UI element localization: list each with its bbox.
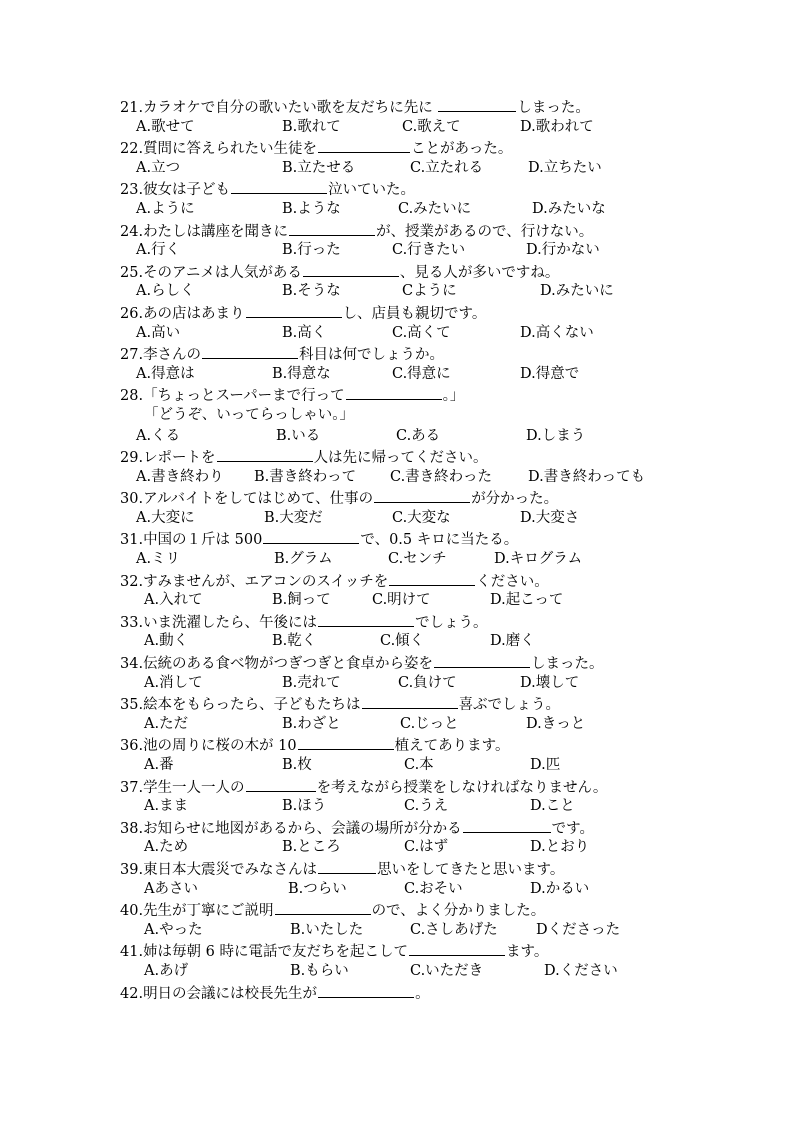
answer-option-a[interactable]: A.まま — [144, 798, 189, 815]
question-stem — [120, 694, 560, 714]
question-number: 25. — [120, 264, 144, 281]
question-row — [0, 982, 794, 1003]
answer-option-c[interactable]: C.いただき — [410, 962, 484, 979]
question-dialogue-line — [0, 405, 794, 426]
answer-blank[interactable] — [303, 262, 399, 277]
question-stem — [120, 179, 415, 199]
question-row — [0, 178, 794, 199]
answer-option-a[interactable]: A.ように — [136, 200, 195, 217]
question-stem — [120, 612, 488, 632]
answer-option-b[interactable]: B.立たせる — [282, 159, 356, 176]
options-row — [0, 426, 794, 447]
question-text-after: 泣いていた。 — [328, 182, 416, 199]
question-number: 33. — [120, 614, 144, 631]
question-stem — [120, 818, 594, 838]
question-text-before: 「ちょっとスーパーまで行って — [143, 388, 345, 405]
answer-option-b[interactable]: B.得意な — [272, 365, 331, 382]
question-text-before: 学生一人一人の — [143, 779, 245, 796]
question-row — [0, 611, 794, 632]
question-text-after: ください。 — [476, 573, 549, 590]
answer-option-d[interactable]: D.こと — [530, 798, 575, 815]
question-text-before: レポートを — [143, 450, 216, 467]
answer-option-b[interactable]: B.乾く — [272, 633, 317, 650]
question-text-after: でしょう。 — [415, 614, 488, 631]
answer-option-b[interactable]: B.書き終わって — [254, 468, 357, 485]
question-text-before: 彼女は子ども — [143, 182, 231, 199]
question-text-before: 伝統のある食べ物がつぎつぎと食卓から姿を — [143, 656, 434, 673]
question-stem — [120, 385, 464, 405]
answer-option-d[interactable]: D.立ちたい — [528, 159, 602, 176]
question-row — [0, 487, 794, 508]
question-text-before: 李さんの — [143, 347, 202, 364]
answer-option-a[interactable]: A.得意は — [136, 365, 195, 382]
answer-blank[interactable] — [263, 529, 359, 544]
question-row — [0, 858, 794, 879]
question-text-before: 絵本をもらったら、子どもたちは — [143, 697, 361, 714]
answer-option-a[interactable]: A.書き終わり — [136, 468, 224, 485]
options-row — [0, 240, 794, 261]
question-stem — [120, 488, 558, 508]
answer-option-d[interactable]: D.歌われて — [520, 118, 594, 135]
answer-option-a[interactable]: A.あげ — [144, 962, 189, 979]
answer-blank[interactable] — [202, 344, 298, 359]
question-stem — [120, 735, 509, 755]
answer-blank[interactable] — [346, 385, 442, 400]
question-stem — [120, 571, 549, 591]
question-number: 23. — [120, 182, 144, 199]
answer-option-d[interactable]: D.キログラム — [494, 551, 583, 568]
answer-option-d[interactable]: D.磨く — [490, 633, 535, 650]
answer-option-c[interactable]: C.傾く — [380, 633, 425, 650]
question-text-before: あの店はあまり — [143, 305, 245, 322]
question-number: 28. — [120, 388, 144, 405]
question-number: 21. — [120, 100, 144, 116]
answer-option-b[interactable]: B.グラム — [274, 551, 333, 568]
answer-option-b[interactable]: B.大変だ — [264, 509, 323, 526]
question-text-before: お知らせに地図があるから、会議の場所が分かる — [143, 820, 462, 837]
answer-option-b[interactable]: B.いたした — [290, 921, 364, 938]
answer-option-c[interactable]: C.高くて — [392, 324, 451, 341]
question-row — [0, 137, 794, 158]
question-stem — [120, 344, 444, 364]
question-stem — [120, 859, 564, 879]
options-row — [0, 467, 794, 488]
question-number: 24. — [120, 223, 144, 240]
options-row — [0, 920, 794, 941]
question-text-after: で、0.5 キロに当たる。 — [360, 532, 519, 549]
question-stem — [120, 221, 593, 241]
answer-option-b[interactable]: B.飼って — [272, 592, 331, 609]
answer-option-c[interactable]: C.得意に — [392, 365, 451, 382]
question-stem — [120, 941, 548, 961]
question-number: 35. — [120, 697, 144, 714]
question-text-after: 。」 — [442, 388, 465, 405]
answer-option-d[interactable]: D.匹 — [530, 757, 561, 773]
question-stem — [120, 653, 604, 673]
answer-option-c[interactable]: C.書き終わった — [390, 468, 493, 485]
question-text-before: 明日の会議には校長先生が — [143, 985, 318, 1002]
answer-blank[interactable] — [275, 900, 371, 915]
options-row — [0, 961, 794, 982]
answer-option-a[interactable]: A.やった — [144, 921, 203, 938]
question-text-after: を考えながら授業をしなければなりません。 — [316, 779, 608, 796]
answer-option-d[interactable]: D.とおり — [530, 839, 590, 856]
question-stem — [120, 138, 512, 158]
question-stem — [120, 900, 545, 920]
question-text-after: 喜ぶでしょう。 — [458, 697, 561, 714]
question-text-after: が分かった。 — [471, 491, 559, 508]
answer-option-d[interactable]: D.きっと — [526, 715, 586, 732]
answer-option-d[interactable]: D.みたいな — [532, 200, 606, 217]
answer-option-d[interactable]: D.大変さ — [520, 509, 580, 526]
question-stem — [120, 777, 607, 797]
question-number: 40. — [120, 903, 144, 920]
answer-option-b[interactable]: B.高く — [282, 324, 327, 341]
answer-option-b[interactable]: B.わざと — [282, 715, 341, 732]
answer-option-d[interactable]: D.行かない — [526, 242, 600, 259]
answer-blank[interactable] — [318, 983, 414, 998]
answer-option-b[interactable]: B.売れて — [282, 674, 341, 691]
answer-blank[interactable] — [318, 859, 376, 874]
answer-blank[interactable] — [389, 571, 475, 586]
question-row — [0, 899, 794, 920]
answer-option-c[interactable]: C.おそい — [404, 880, 463, 897]
question-row — [0, 652, 794, 673]
question-text-before: 質問に答えられたい生徒を — [143, 141, 318, 158]
question-number: 26. — [120, 305, 144, 322]
question-number: 37. — [120, 779, 144, 796]
question-number: 38. — [120, 820, 144, 837]
question-text-before: 中国の１斤は 500 — [143, 532, 263, 549]
answer-option-b[interactable]: B.枚 — [282, 757, 312, 773]
question-row — [0, 940, 794, 961]
question-number: 36. — [120, 738, 144, 755]
question-number: 42. — [120, 985, 144, 1002]
options-row — [0, 837, 794, 858]
answer-blank[interactable] — [298, 735, 394, 750]
answer-blank[interactable] — [409, 941, 505, 956]
options-row — [0, 755, 794, 776]
answer-option-a[interactable]: A.番 — [144, 757, 174, 773]
answer-option-c[interactable]: C.ある — [396, 427, 441, 444]
answer-option-b[interactable]: B.いる — [276, 427, 321, 444]
question-stem — [120, 262, 559, 282]
answer-option-d[interactable]: D.壊して — [520, 674, 580, 691]
question-row — [0, 220, 794, 241]
answer-blank[interactable] — [289, 221, 375, 236]
question-number: 29. — [120, 450, 144, 467]
answer-option-d[interactable]: Dくださった — [536, 921, 621, 938]
question-text-after: ことがあった。 — [411, 141, 513, 158]
question-text-before: 先生が丁寧にご説明 — [143, 903, 274, 920]
answer-option-a[interactable]: A.動く — [144, 633, 189, 650]
answer-option-a[interactable]: A.行く — [136, 242, 181, 259]
options-row — [0, 714, 794, 735]
question-text-before: わたしは講座を聞きに — [143, 223, 289, 240]
question-number: 39. — [120, 861, 144, 878]
answer-option-c[interactable]: C.立たれる — [410, 159, 484, 176]
answer-option-c[interactable]: C.うえ — [404, 798, 449, 815]
options-row — [0, 796, 794, 817]
answer-blank[interactable] — [374, 488, 470, 503]
question-number: 34. — [120, 656, 144, 673]
question-text-after: 科目は何でしょうか。 — [299, 347, 445, 364]
question-text-after: し、店員も親切です。 — [342, 305, 487, 322]
question-number: 41. — [120, 944, 144, 961]
answer-blank[interactable] — [231, 179, 327, 194]
question-row — [0, 570, 794, 591]
question-text-before: 東日本大震災でみなさんは — [143, 861, 318, 878]
question-text-before: アルバイトをしてはじめて、仕事の — [143, 491, 374, 508]
options-row — [0, 323, 794, 344]
question-stem — [120, 983, 430, 1003]
question-text-after: 人は先に帰ってください。 — [313, 450, 488, 467]
answer-option-c[interactable]: C.はず — [404, 839, 449, 856]
answer-option-c[interactable]: C.じっと — [400, 715, 459, 732]
question-row — [0, 343, 794, 364]
answer-option-c[interactable]: C.大変な — [392, 509, 451, 526]
question-row — [0, 446, 794, 467]
answer-option-c[interactable]: C.行きたい — [392, 242, 466, 259]
options-row — [0, 879, 794, 900]
answer-option-d[interactable]: D.書き終わっても — [528, 468, 646, 485]
answer-option-d[interactable]: D.高くない — [520, 324, 594, 341]
question-text-after: しまった。 — [517, 100, 590, 116]
answer-option-b[interactable]: B.ほう — [282, 798, 327, 815]
question-text-after: が、授業があるので、行けない。 — [376, 223, 594, 240]
answer-option-c[interactable]: C.本 — [404, 757, 434, 773]
dialogue-text: 「どうぞ、いってらっしゃい。」 — [144, 406, 354, 423]
answer-blank[interactable] — [246, 303, 342, 318]
answer-option-c[interactable]: Cように — [402, 283, 457, 300]
question-text-before: そのアニメは人気がある — [143, 264, 302, 281]
question-text-after: 、見る人が多いですね。 — [399, 264, 560, 281]
answer-option-b[interactable]: B.そうな — [282, 283, 341, 300]
answer-option-a[interactable]: A.立つ — [136, 159, 181, 176]
answer-option-b[interactable]: B.もらい — [290, 962, 349, 979]
answer-blank[interactable] — [318, 612, 414, 627]
options-row — [0, 508, 794, 529]
answer-option-a[interactable]: A.消して — [144, 674, 203, 691]
answer-option-d[interactable]: D.しまう — [526, 427, 586, 444]
answer-option-d[interactable]: D.かるい — [530, 880, 590, 897]
options-row — [0, 158, 794, 179]
question-text-after: 。 — [415, 985, 430, 1002]
answer-blank[interactable] — [362, 694, 458, 709]
question-number: 22. — [120, 141, 144, 158]
answer-blank[interactable] — [318, 138, 410, 153]
answer-option-c[interactable]: C.さしあげた — [410, 921, 498, 938]
question-row — [0, 734, 794, 755]
options-row — [0, 281, 794, 302]
answer-option-a[interactable]: A.入れて — [144, 592, 203, 609]
options-row — [0, 631, 794, 652]
question-stem — [120, 303, 486, 323]
answer-option-a[interactable]: A.くる — [136, 427, 181, 444]
answer-blank[interactable] — [246, 777, 316, 792]
answer-option-a[interactable]: A.歌せて — [136, 118, 195, 135]
answer-option-a[interactable]: A.ミリ — [136, 551, 181, 568]
options-row — [0, 673, 794, 694]
answer-option-b[interactable]: B.行った — [282, 242, 341, 259]
answer-option-b[interactable]: B.ところ — [282, 839, 341, 856]
answer-option-c[interactable]: C.負けて — [398, 674, 457, 691]
answer-option-a[interactable]: A.高い — [136, 324, 181, 341]
answer-option-b[interactable]: B.歌れて — [282, 118, 341, 135]
answer-blank[interactable] — [434, 653, 530, 668]
question-number: 30. — [120, 491, 144, 508]
question-row — [0, 384, 794, 405]
question-row — [0, 302, 794, 323]
answer-option-a[interactable]: Aあさい — [144, 880, 198, 897]
question-text-after: 思いをしてきたと思います。 — [377, 861, 565, 878]
options-row — [0, 199, 794, 220]
answer-option-a[interactable]: A.大変に — [136, 509, 195, 526]
question-text-after: しまった。 — [531, 656, 604, 673]
question-row — [0, 776, 794, 797]
question-text-after: です。 — [551, 820, 594, 837]
question-number: 32. — [120, 573, 144, 590]
question-stem — [120, 97, 590, 117]
answer-option-b[interactable]: B.ような — [282, 200, 341, 217]
answer-option-c[interactable]: C.センチ — [388, 551, 447, 568]
options-row — [0, 364, 794, 385]
question-text-before: 池の周りに桜の木が 10 — [143, 738, 297, 755]
options-row — [0, 590, 794, 611]
answer-option-b[interactable]: B.つらい — [288, 880, 347, 897]
answer-option-a[interactable]: A.ただ — [144, 715, 189, 732]
answer-option-d[interactable]: D.みたいに — [540, 283, 614, 300]
question-row — [0, 261, 794, 282]
question-text-before: すみませんが、エアコンのスイッチを — [143, 573, 389, 590]
answer-option-d[interactable]: D.ください — [544, 962, 618, 979]
answer-option-d[interactable]: D.得意で — [520, 365, 580, 382]
question-text-after: ので、よく分かりました。 — [371, 903, 546, 920]
question-stem — [120, 447, 488, 467]
question-text-before: 姉は毎朝 6 時に電話で友だちを起こして — [143, 944, 409, 961]
answer-option-c[interactable]: C.歌えて — [402, 118, 461, 135]
document-page — [0, 96, 794, 1002]
question-row — [0, 96, 794, 117]
question-row — [0, 817, 794, 838]
question-text-before: いま洗濯したら、午後には — [143, 614, 318, 631]
options-row — [0, 117, 794, 138]
question-text-after: ます。 — [506, 944, 549, 961]
question-text-before: カラオケで自分の歌いたい歌を友だちに先に — [143, 100, 438, 116]
question-row — [0, 693, 794, 714]
answer-option-d[interactable]: D.起こって — [490, 592, 564, 609]
question-number: 27. — [120, 347, 144, 364]
answer-option-a[interactable]: A.らしく — [136, 283, 195, 300]
answer-option-c[interactable]: C.明けて — [372, 592, 431, 609]
answer-blank[interactable] — [217, 447, 313, 462]
answer-option-a[interactable]: A.ため — [144, 839, 189, 856]
options-row — [0, 549, 794, 570]
answer-blank[interactable] — [463, 818, 551, 833]
answer-blank[interactable] — [438, 97, 516, 112]
question-stem — [120, 529, 518, 549]
question-row — [0, 528, 794, 549]
answer-option-c[interactable]: C.みたいに — [398, 200, 472, 217]
question-number: 31. — [120, 532, 144, 549]
question-text-after: 植えてあります。 — [394, 738, 510, 755]
